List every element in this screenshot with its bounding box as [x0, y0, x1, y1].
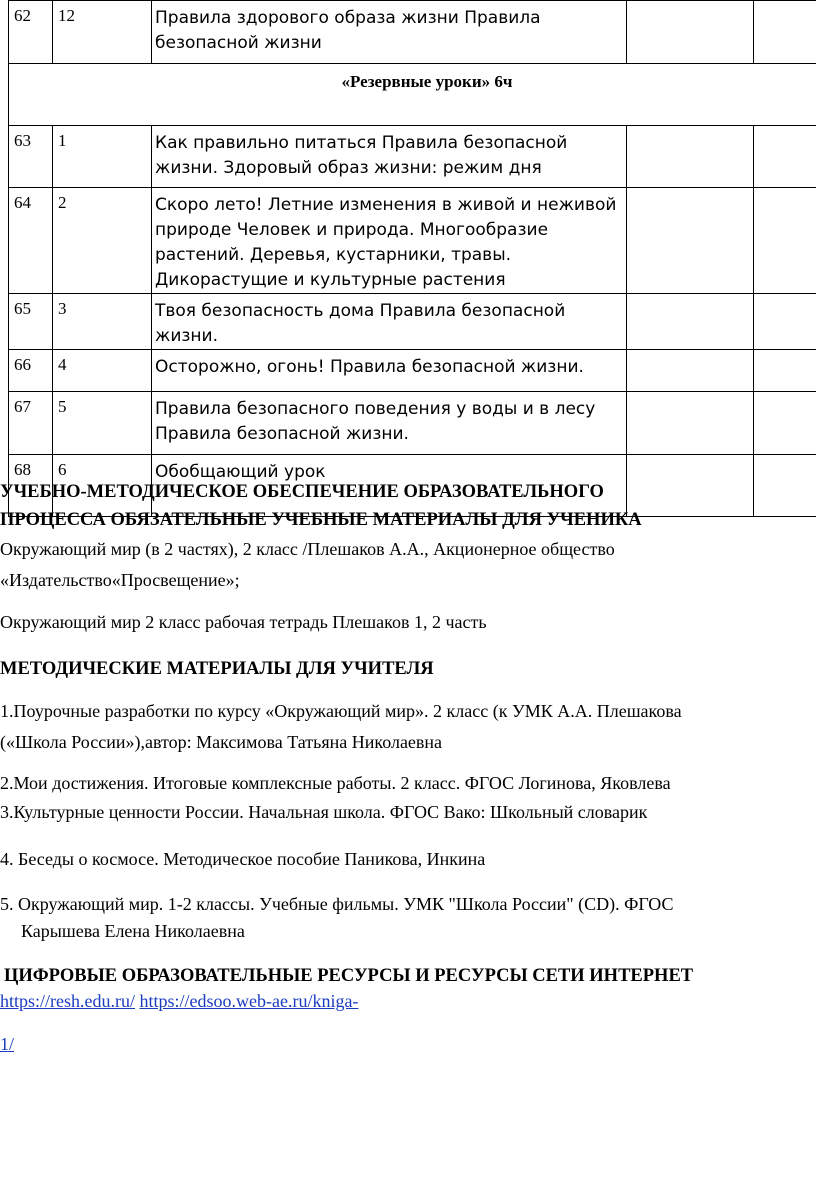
teacher-material-2: 2.Мои достижения. Итоговые комплексные работы. 2 класс. ФГОС Логинова, Яковлева	[0, 773, 671, 793]
empty-cell	[754, 188, 816, 294]
edsoo-link-continuation[interactable]: 1/	[0, 1034, 15, 1054]
table-row	[9, 294, 816, 350]
table-row	[9, 188, 816, 294]
empty-cell	[627, 188, 754, 294]
lesson-topic: Скоро лето! Летние изменения в живой и неживой природе Человек и природа. Многообразие растений. Деревья, кустарники, травы. Дикорастущие и культурные растения	[152, 188, 627, 294]
support-heading-line2: ПРОЦЕССА ОБЯЗАТЕЛЬНЫЕ УЧЕБНЫЕ МАТЕРИАЛЫ ДЛЯ УЧЕНИКА	[0, 510, 642, 530]
lesson-topic: Правила безопасного поведения у воды и в лесу Правила безопасной жизни.	[152, 392, 627, 455]
empty-cell	[627, 294, 754, 350]
table-row	[9, 392, 816, 455]
empty-cell	[754, 126, 816, 188]
lesson-number: 66	[9, 350, 53, 392]
table-row	[9, 1, 816, 64]
lesson-number: 63	[9, 126, 53, 188]
lesson-number: 62	[9, 1, 53, 64]
textbook-item-line1: Окружающий мир (в 2 частях), 2 класс /Плешаков А.А., Акционерное общество	[0, 539, 615, 559]
empty-cell	[627, 392, 754, 455]
empty-cell	[754, 392, 816, 455]
empty-cell	[627, 455, 754, 517]
lesson-plan-table	[8, 0, 816, 517]
section-row	[9, 64, 816, 126]
resh-link[interactable]: https://resh.edu.ru/	[0, 991, 135, 1011]
lesson-number: 64	[9, 188, 53, 294]
teacher-material-1-line1: 1.Поурочные разработки по курсу «Окружающий мир». 2 класс (к УМК А.А. Плешакова	[0, 701, 682, 721]
empty-cell	[754, 294, 816, 350]
lesson-topic: Обобщающий урок	[152, 455, 627, 517]
teacher-material-1-line2: («Школа России»),автор: Максимова Татьяна Николаевна	[0, 732, 443, 752]
lesson-order: 12	[53, 1, 152, 64]
textbook-item-line2: «Издательство«Просвещение»;	[0, 570, 240, 590]
lesson-order: 2	[53, 188, 152, 294]
section-title: «Резервные уроки» 6ч	[341, 72, 513, 91]
lesson-order: 4	[53, 350, 152, 392]
lesson-number: 68	[9, 455, 53, 517]
table-row	[9, 350, 816, 392]
workbook-item: Окружающий мир 2 класс рабочая тетрадь Плешаков 1, 2 часть	[0, 612, 487, 632]
teacher-heading: МЕТОДИЧЕСКИЕ МАТЕРИАЛЫ ДЛЯ УЧИТЕЛЯ	[0, 659, 434, 679]
teacher-material-5-line1: 5. Окружающий мир. 1-2 классы. Учебные фильмы. УМК "Школа России" (CD). ФГОС	[0, 894, 674, 914]
lesson-order: 6	[53, 455, 152, 517]
empty-cell	[627, 126, 754, 188]
links-line-2	[0, 1030, 14, 1058]
edsoo-link[interactable]: https://edsoo.web-ae.ru/kniga-	[139, 991, 359, 1011]
lesson-topic: Твоя безопасность дома Правила безопасной жизни.	[152, 294, 627, 350]
empty-cell	[627, 350, 754, 392]
teacher-material-5-line2: Карышева Елена Николаевна	[21, 921, 245, 941]
teacher-material-4: 4. Беседы о космосе. Методическое пособие Паникова, Инкина	[0, 849, 486, 869]
section-title-cell	[9, 64, 816, 126]
empty-cell	[627, 1, 754, 64]
links-line	[0, 987, 358, 1015]
lesson-topic: Как правильно питаться Правила безопасной жизни. Здоровый образ жизни: режим дня	[152, 126, 627, 188]
table-row	[9, 126, 816, 188]
digital-heading: ЦИФРОВЫЕ ОБРАЗОВАТЕЛЬНЫЕ РЕСУРСЫ И РЕСУРСЫ СЕТИ ИНТЕРНЕТ	[4, 966, 694, 986]
lesson-topic: Правила здорового образа жизни Правила безопасной жизни	[152, 1, 627, 64]
lesson-topic: Осторожно, огонь! Правила безопасной жизни.	[152, 350, 627, 392]
lesson-number: 67	[9, 392, 53, 455]
empty-cell	[754, 350, 816, 392]
empty-cell	[754, 455, 816, 517]
teacher-material-3: 3.Культурные ценности России. Начальная школа. ФГОС Вако: Школьный словарик	[0, 802, 648, 822]
lesson-number: 65	[9, 294, 53, 350]
lesson-order: 5	[53, 392, 152, 455]
empty-cell	[754, 1, 816, 64]
support-heading-line1: УЧЕБНО-МЕТОДИЧЕСКОЕ ОБЕСПЕЧЕНИЕ ОБРАЗОВАТЕЛЬНОГО	[0, 482, 604, 502]
lesson-order: 1	[53, 126, 152, 188]
lesson-order: 3	[53, 294, 152, 350]
